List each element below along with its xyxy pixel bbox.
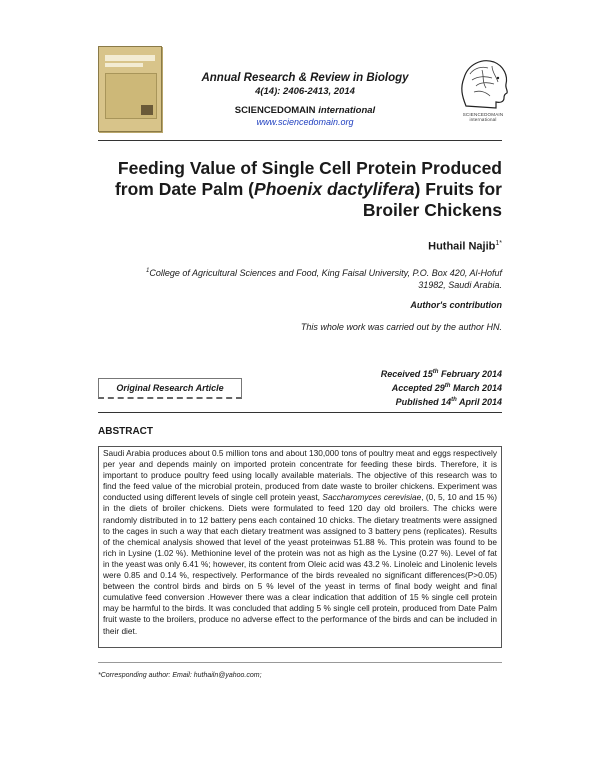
publisher-name: SCIENCEDOMAIN international xyxy=(234,105,376,116)
abstract-heading: ABSTRACT xyxy=(98,426,153,437)
journal-cover-image xyxy=(98,46,162,132)
section-divider xyxy=(98,412,502,413)
journal-title: Annual Research & Review in Biology xyxy=(201,72,409,84)
article-dates xyxy=(300,366,502,408)
corresponding-author-footnote: *Corresponding author: Email: huthailn@yahoo.com; xyxy=(98,672,262,679)
journal-header xyxy=(180,72,430,127)
article-title: Feeding Value of Single Cell Protein Produced from Date Palm (Phoenix dactylifera) Fruits for Broiler Chickens xyxy=(114,158,502,220)
author-affiliation: $^1$College of Agricultural Sciences and Food, King Faisal University, P.O. Box 420, Al-Hofuf 31982, Saudi Arabia. xyxy=(145,268,502,290)
publisher-logo xyxy=(452,52,514,112)
received-date: Received 15th February 2014 xyxy=(380,369,502,379)
header-divider xyxy=(98,140,502,141)
publisher-url[interactable]: www.sciencedomain.org xyxy=(256,117,354,127)
accepted-date: Accepted 29th March 2014 xyxy=(391,383,502,393)
contribution-heading: Author's contribution xyxy=(410,300,502,310)
journal-issue: 4(14): 2406-2413, 2014 xyxy=(255,86,355,97)
footnote-divider xyxy=(98,662,502,663)
contribution-text: This whole work was carried out by the author HN. xyxy=(300,322,502,332)
article-type-label: Original Research Article xyxy=(98,378,242,399)
published-date: Published 14th April 2014 xyxy=(395,397,502,407)
abstract-text: Saudi Arabia produces about 0.5 million tons and about 130,000 tons of poultry meat and eggs respectively per year and depends mainly on imported protein concentrate for feeding these birds. Therefore, it is important to produce poultry feed using locally available materials. The objective of this research was to find the feed value of the microbial protein, produced from date waste to broiler chickens. Experiment was conducted using different levels of single cell protein yeast, Saccharomyces cerevisiae, (0, 5, 10 and 15 %) in the diets of broiler chickens. Diets were formulated to feed 120 day old broilers. The chicks were randomly distributed in to 12 battery pens each contained 10 chicks. The dietary treatments were assigned to the cages in such a way that each dietary treatment was assigned to 3 battery pens (replicates). Results of the chemical analysis showed that level of the yeast proteinwas 51.88 %. This protein was found to be rich in Lysine (1.02 %). Methionine level of the protein was not as high as the Lysine (0.27 %). Level of fat in the yeast was only 6.41 %; however, its content from Oleic acid was 43.2 %. Linoleic and Linolenic levels were 0.85 and 0.14 %, respectively. Performance of the birds revealed no significant differences(P>0.05) between the control birds and birds on 5 % level of the yeast in terms of final body weight and final cumulative feed conversion .However there was a clear indication that addition of 15 % single cell protein may be harmful to the birds. It was concluded that adding 5 % single cell protein, produced from Date Palm fruit waste to the broilers, produce no adverse effect to the performance of the birds and can be included in their diet. xyxy=(98,446,502,648)
author-name: Huthail Najib$^{1*}$ xyxy=(428,240,502,253)
publisher-logo-caption: SCIENCEDOMAIN international xyxy=(462,112,504,122)
